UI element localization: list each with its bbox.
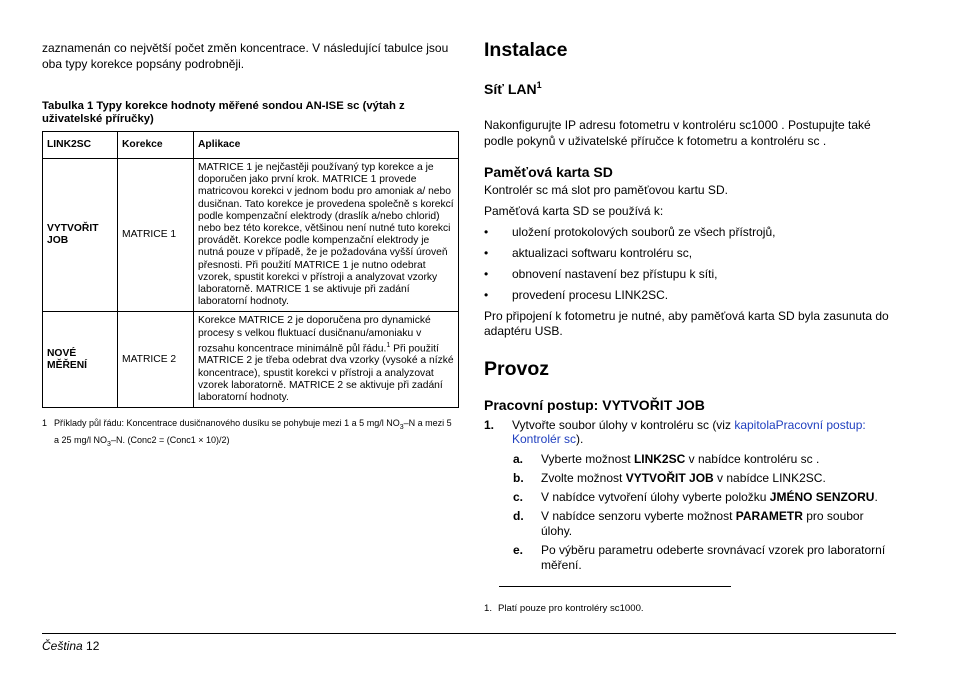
sd-paragraph-3: Pro připojení k fotometru je nutné, aby paměťová karta SD byla zasunuta do adaptéru USB. bbox=[484, 309, 889, 338]
list-item bbox=[484, 246, 896, 261]
substep-number: a. bbox=[513, 452, 524, 466]
row-name: VYTVOŘIT JOB bbox=[43, 159, 118, 312]
heading-lan-text: Síť LAN bbox=[484, 81, 537, 97]
heading-sd-card: Paměťová karta SD bbox=[484, 164, 613, 180]
row-name: NOVÉ MĚŘENÍ bbox=[43, 312, 118, 408]
bullet-icon: • bbox=[484, 267, 489, 281]
page-footnote bbox=[484, 603, 644, 615]
substep-text bbox=[541, 471, 826, 486]
table-footnote bbox=[42, 417, 458, 451]
bullet-icon: • bbox=[484, 225, 489, 239]
heading-workflow: Pracovní postup: VYTVOŘIT JOB bbox=[484, 397, 705, 413]
bullet-icon: • bbox=[484, 246, 489, 260]
footnote-number: 1. bbox=[484, 603, 493, 614]
lan-paragraph: Nakonfigurujte IP adresu fotometru v kontroléru sc1000 . Postupujte také podle pokynů v uživatelské příručce k fotometru a kontroléru sc . bbox=[484, 118, 871, 148]
page-number: 12 bbox=[86, 639, 100, 653]
right-column bbox=[484, 38, 896, 573]
substep-d bbox=[513, 509, 896, 539]
row-aplikace bbox=[194, 312, 459, 408]
menu-option-name: LINK2SC bbox=[633, 452, 686, 466]
sd-paragraph-2: Paměťová karta SD se používá k: bbox=[484, 204, 664, 218]
list-item bbox=[484, 267, 896, 282]
list-item-text: aktualizaci softwaru kontroléru sc, bbox=[512, 246, 693, 260]
substep-text-part: v nabídce kontroléru sc . bbox=[685, 452, 820, 466]
table-header-row bbox=[43, 132, 459, 159]
substep-number: b. bbox=[513, 471, 524, 485]
row-korekce: MATRICE 2 bbox=[118, 312, 194, 408]
heading-lan-footnote-ref: 1 bbox=[536, 80, 542, 90]
aplikace-text-b: Při použití MATRICE 2 je třeba odebrat dva vzorky (vysoké a nízké koncentrace), spustit korekci v přístroji a analyzovat vzorek laboratorně. MATRICE 2 se aktivuje při zadání laboratorní hodnoty. bbox=[198, 343, 454, 404]
substep-c bbox=[513, 490, 896, 505]
list-item-text: uložení protokolových souborů ze všech přístrojů, bbox=[512, 225, 776, 239]
left-column bbox=[42, 40, 458, 451]
step-number: 1. bbox=[484, 418, 495, 432]
footnote-part: Příklady půl řádu: Koncentrace dusičnanového dusíku se pohybuje mezi 1 a 5 mg/l NO bbox=[54, 418, 400, 429]
footnote-text: Platí pouze pro kontroléry sc1000. bbox=[498, 603, 644, 614]
header-korekce: Korekce bbox=[118, 132, 194, 159]
footnote-sub: 3 bbox=[107, 440, 111, 448]
aplikace-text-a: Korekce MATRICE 2 je doporučena pro dynamické procesy s velkou fluktuací dusičnanu/amoniaku v rozsahu koncentrace minimálně půl řádu. bbox=[198, 315, 431, 355]
substep-e bbox=[513, 543, 896, 573]
substep-text-part: V nabídce senzoru vyberte možnost bbox=[541, 509, 736, 523]
heading-provoz: Provoz bbox=[484, 358, 550, 380]
list-item-text: provedení procesu LINK2SC. bbox=[512, 288, 669, 302]
substep-text-part: v nabídce LINK2SC. bbox=[713, 471, 826, 485]
header-aplikace: Aplikace bbox=[194, 132, 459, 159]
step-text bbox=[512, 418, 896, 446]
footer-divider bbox=[42, 633, 896, 634]
sd-usage-list bbox=[484, 225, 896, 303]
step-text-part: Vytvořte soubor úlohy v kontroléru sc (viz bbox=[512, 418, 735, 432]
footnote-part: –N a mezi 5 a 25 mg/l NO bbox=[54, 418, 452, 446]
substep-text-part: Zvolte možnost bbox=[541, 471, 626, 485]
table-caption: Tabulka 1 Typy korekce hodnoty měřené sondou AN-ISE sc (výtah z uživatelské příručky) bbox=[42, 100, 405, 125]
table-row bbox=[43, 312, 459, 408]
substep-text bbox=[541, 509, 896, 539]
correction-table bbox=[42, 131, 459, 408]
list-item-text: obnovení nastavení bez přístupu k síti, bbox=[512, 267, 718, 281]
substep-text-part: pro soubor úlohy. bbox=[541, 509, 864, 538]
sd-paragraph-1: Kontrolér sc má slot pro paměťovou kartu SD. bbox=[484, 183, 728, 197]
substep-number: e. bbox=[513, 543, 524, 557]
row-korekce: MATRICE 1 bbox=[118, 159, 194, 312]
intro-paragraph: zaznamenán co největší počet změn koncentrace. V následující tabulce jsou oba typy korekce popsány podrobněji. bbox=[42, 41, 449, 71]
footnote-sub: 3 bbox=[399, 424, 404, 432]
row-aplikace: MATRICE 1 je nejčastěji používaný typ korekce a je doporučen jako první krok. MATRICE 1 provede matricovou korekci v jednom bodu pro amoniak a/ nebo dusičnan. Tato korekce je provedena společně s korekcí podle kompenzační elektrody (draslík a/nebo chlorid) nebo bez této korekce, většinou není nutné tuto korekci provádět. Korekce podle kompenzační elektrody je nutná pouze v případě, že je požadována vyšší úroveň přesnosti. Při použití MATRICE 1 je nutno odebrat vzorek, spustit korekci v přístroji a analyzovat vzorky laboratorně. MATRICE 1 se aktivuje při zadání laboratorní hodnoty. bbox=[194, 159, 459, 312]
footnote-ref: 1 bbox=[386, 341, 391, 349]
bullet-icon: • bbox=[484, 288, 489, 302]
footer-language: Čeština bbox=[42, 639, 83, 653]
heading-instalace: Instalace bbox=[484, 39, 568, 61]
substep-number: c. bbox=[513, 490, 524, 504]
step-text-part: ). bbox=[576, 432, 584, 446]
chapter-link[interactable]: kapitolaPracovní postup: Kontrolér sc bbox=[512, 418, 866, 446]
substep-number: d. bbox=[513, 509, 524, 523]
substep-text bbox=[541, 543, 896, 573]
footnote-divider bbox=[499, 586, 731, 587]
footnote-text bbox=[54, 417, 458, 451]
table-row bbox=[43, 159, 459, 312]
menu-option-name: VYTVOŘIT JOB bbox=[625, 471, 714, 485]
menu-option-name: PARAMETR bbox=[735, 509, 803, 523]
heading-lan bbox=[484, 76, 896, 98]
step-1 bbox=[484, 418, 896, 446]
substep-text-part: Vyberte možnost bbox=[541, 452, 634, 466]
substep-text bbox=[541, 490, 878, 505]
header-link2sc: LINK2SC bbox=[43, 132, 118, 159]
substep-text bbox=[541, 452, 819, 467]
footnote-number: 1 bbox=[42, 418, 48, 429]
substep-text-part: V nabídce vytvoření úlohy vyberte položku bbox=[541, 490, 770, 504]
substep-a bbox=[513, 452, 896, 467]
substep-text-part: . bbox=[874, 490, 878, 504]
page-footer bbox=[42, 639, 99, 654]
substep-b bbox=[513, 471, 896, 486]
substep-text-part: Po výběru parametru odeberte srovnávací vzorek pro laboratorní měření. bbox=[541, 543, 886, 572]
list-item bbox=[484, 288, 896, 303]
footnote-part: –N. (Conc2 = (Conc1 × 10)/2) bbox=[110, 435, 230, 446]
menu-option-name: JMÉNO SENZORU bbox=[769, 490, 875, 504]
list-item bbox=[484, 225, 896, 240]
